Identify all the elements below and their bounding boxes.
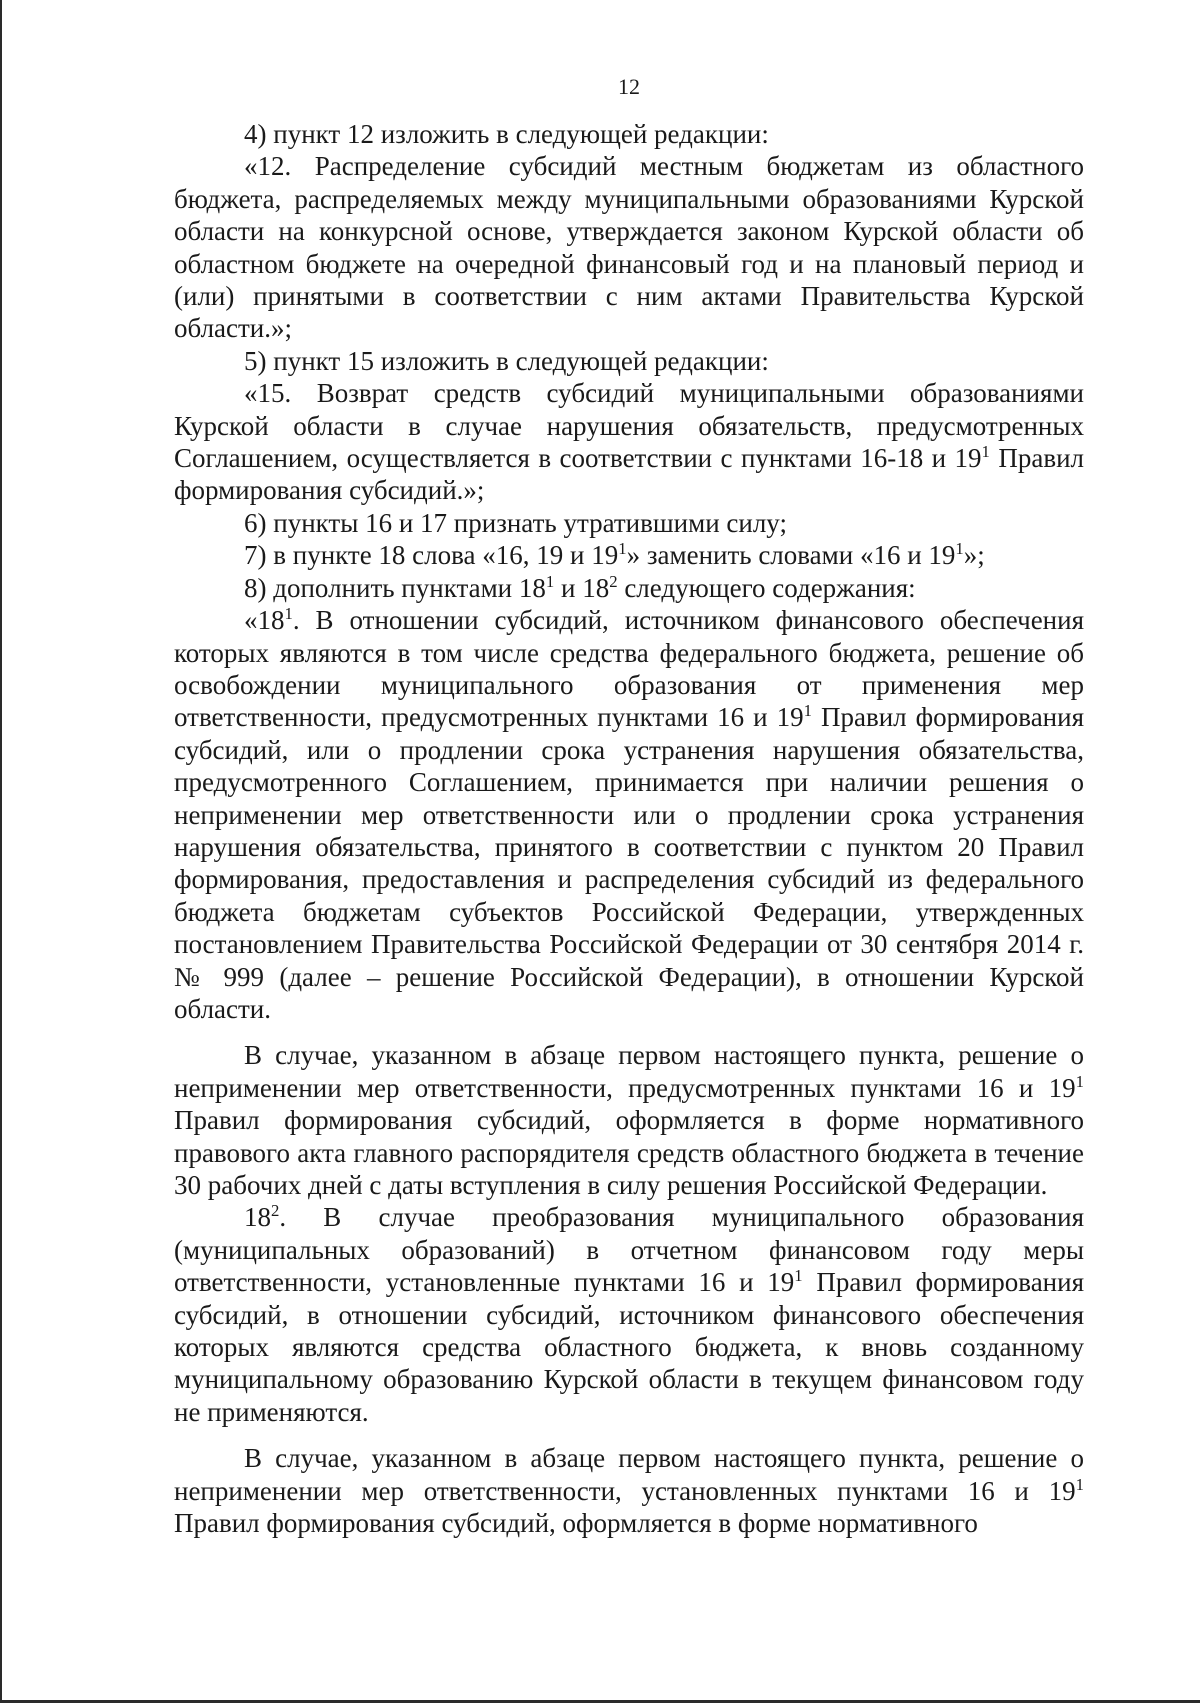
paragraph-item-4-intro: 4) пункт 12 изложить в следующей редакции: bbox=[244, 119, 769, 149]
superscript: 1 bbox=[981, 442, 990, 462]
paragraph-point-15-text bbox=[174, 377, 1084, 507]
text-run: «15. Возврат средств субсидий муниципальными образованиями Курской области в случае нарушения обязательств, предусмотренных Соглашением, осуществляется в соответствии с пунктами 16-18 и 19 bbox=[174, 378, 1084, 474]
paragraph-item-5-intro: 5) пункт 15 изложить в следующей редакции: bbox=[244, 345, 769, 376]
text-run: Правил формирования субсидий, или о продлении срока устранения нарушения обязательства, предусмотренного Соглашением, принимается при наличии решения о неприменении мер ответственности или о продлении срока устранения нарушения обязательства, принятого в соответствии с пунктом 20 Правил формирования, предоставления и распределения субсидий из федерального бюджета бюджетам субъектов Российской Федерации, утвержденных постановлением Правительства Российской Федерации от 30 сентября 2014 г. № 999 (далее – решение Российской Федерации), в отношении Курской области. bbox=[174, 702, 1084, 1024]
text-run: «18 bbox=[244, 605, 285, 636]
text-run: Правил формирования субсидий, оформляется в форме нормативного правового акта главного распорядителя средств областного бюджета в течение 30 рабочих дней с даты вступления в силу решения Российской Федерации. bbox=[174, 1105, 1084, 1200]
paragraph-point-18-2-text bbox=[174, 1201, 1084, 1428]
superscript: 1 bbox=[1075, 1474, 1084, 1494]
text-run: Правил формирования субсидий, оформляется в форме нормативного bbox=[174, 1508, 978, 1539]
paragraph-point-18-2-case bbox=[174, 1442, 1084, 1539]
superscript: 2 bbox=[609, 571, 618, 591]
scan-edge-left bbox=[0, 0, 2, 1703]
text-run: » заменить словами «16 и 19 bbox=[626, 540, 956, 571]
paragraph-item-7 bbox=[174, 539, 1084, 571]
text-run: В случае, указанном в абзаце первом настоящего пункта, решение о неприменении мер ответственности, предусмотренных пунктами 16 и 19 bbox=[174, 1040, 1084, 1103]
text-run: . В случае преобразования муниципального образования (муниципальных образований) в отчетном финансовом году меры ответственности, установленные пунктами 16 и 19 bbox=[174, 1202, 1084, 1298]
superscript: 1 bbox=[955, 539, 964, 559]
text-run: 8) дополнить пунктами 18 bbox=[244, 572, 546, 603]
page-number: 12 bbox=[618, 74, 640, 99]
superscript: 1 bbox=[618, 539, 627, 559]
text-run: следующего содержания: bbox=[617, 572, 916, 603]
paragraph-point-18-1-case bbox=[174, 1039, 1084, 1201]
paragraph-item-6: 6) пункты 16 и 17 признать утратившими силу; bbox=[244, 507, 787, 538]
text-run: 18 bbox=[244, 1202, 271, 1233]
superscript: 1 bbox=[1075, 1071, 1084, 1091]
superscript: 1 bbox=[545, 571, 555, 591]
paragraph-item-8 bbox=[174, 572, 1084, 604]
paragraph-point-12-text: «12. Распределение субсидий местным бюджетам из областного бюджета, распределяемых между муниципальными образованиями Курской области на конкурсной основе, утверждается законом Курской области об областном бюджете на очередной финансовый год и на плановый период и (или) принятыми в соответствии с ним актами Правительства Курской области.»; bbox=[174, 151, 1084, 344]
text-run: . В отношении субсидий, источником финансового обеспечения которых являются в том числе средства федерального бюджета, решение об освобождении муниципального образования от применения мер ответственности, предусмотренных пунктами 16 и 19 bbox=[174, 605, 1084, 733]
paragraph-point-18-1-text bbox=[174, 604, 1084, 1025]
document-page bbox=[174, 76, 1084, 1539]
text-run: Правил формирования субсидий, в отношении субсидий, источником финансового обеспечения которых являются средства областного бюджета, к вновь созданному муниципальному образованию Курской области в текущем финансовом году не применяются. bbox=[174, 1267, 1084, 1427]
superscript: 1 bbox=[803, 701, 812, 721]
superscript: 1 bbox=[794, 1266, 803, 1286]
text-run: 7) в пункте 18 слова «16, 19 и 19 bbox=[244, 540, 619, 571]
text-run: В случае, указанном в абзаце первом настоящего пункта, решение о неприменении мер ответственности, установленных пунктами 16 и 19 bbox=[174, 1443, 1084, 1506]
text-run: и 18 bbox=[554, 572, 610, 603]
superscript: 2 bbox=[271, 1201, 280, 1221]
superscript: 1 bbox=[284, 604, 293, 624]
text-run: »; bbox=[963, 540, 985, 571]
text-run: Правил формирования субсидий.»; bbox=[174, 443, 1084, 506]
